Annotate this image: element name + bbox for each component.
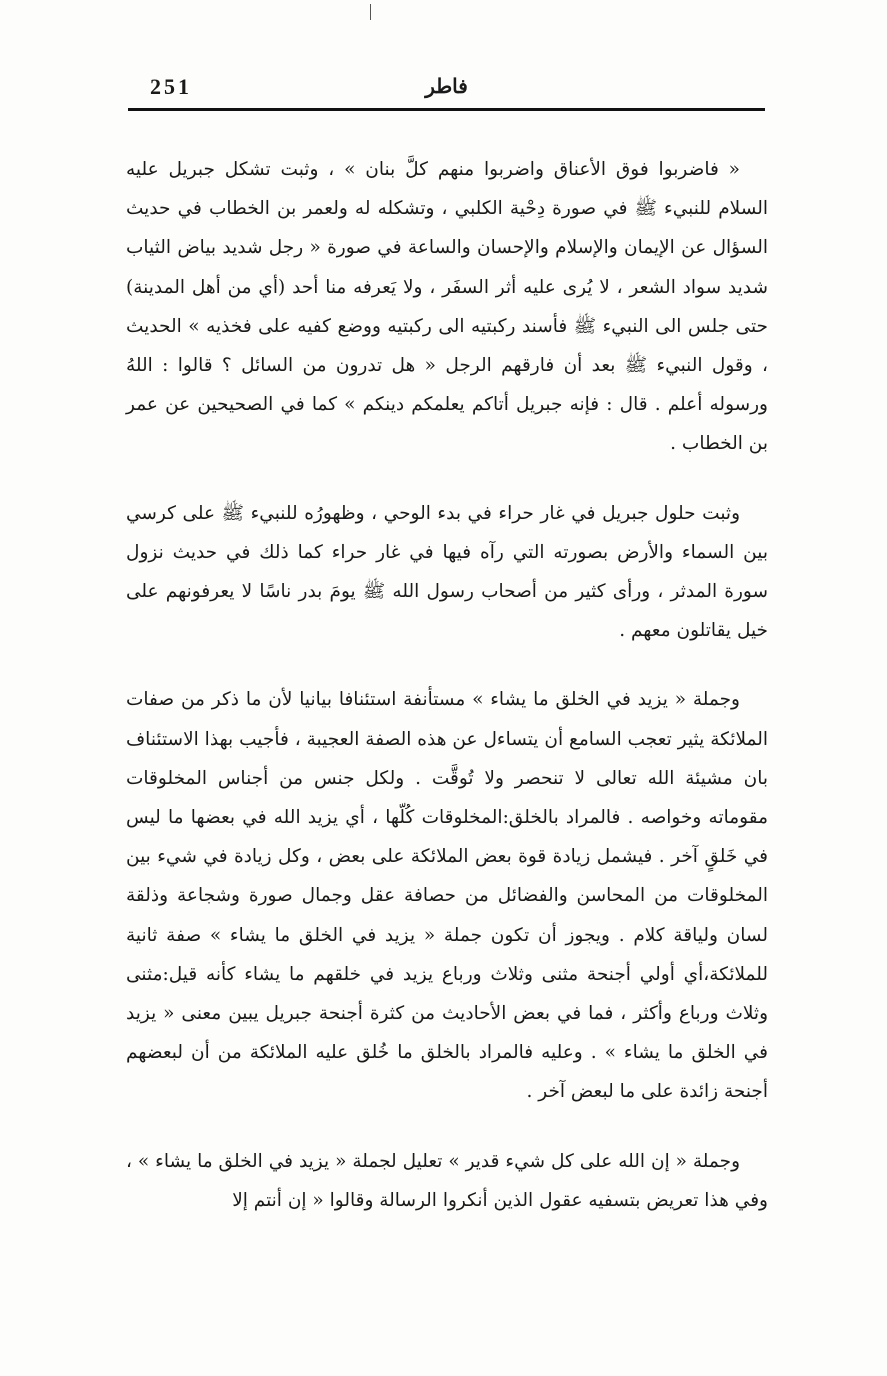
page-number: 251 [150,74,192,99]
running-title: فاطر [425,74,468,98]
scan-mark [370,4,371,20]
header-divider [128,108,765,111]
page-header [128,64,765,108]
paragraph-4: وجملة « إن الله على كل شيء قدير » تعليل لجملة « يزيد في الخلق ما يشاء » ، وفي هذا تعريض بتسفيه عقول الذين أنكروا الرسالة وقالوا « إن أنتم إلا [126,1150,768,1211]
paragraph-1: « فاضربوا فوق الأعناق واضربوا منهم كلَّ بنان » ، وثبت تشكل جبريل عليه السلام للنبيء ﷺ في صورة دِحْية الكلبي ، وتشكله له ولعمر بن الخطاب في حديث السؤال عن الإيمان والإسلام والإحسان والساعة في صورة « رجل شديد بياض الثياب شديد سواد الشعر ، لا يُرى عليه أثر السفَر ، ولا يَعرفه منا أحد (أي من أهل المدينة) حتى جلس الى النبيء ﷺ فأسند ركبتيه الى ركبتيه ووضع كفيه على فخذيه » الحديث ، وقول النبيء ﷺ بعد أن فارقهم الرجل « هل تدرون من السائل ؟ قالوا : اللهُ ورسوله أعلم . قال : فإنه جبريل أتاكم يعلمكم دينكم » كما في الصحيحين عن عمر بن الخطاب . [126,159,768,455]
paragraph-3: وجملة « يزيد في الخلق ما يشاء » مستأنفة استئنافا بيانيا لأن ما ذكر من صفات الملائكة يثير تعجب السامع أن يتساءل عن هذه الصفة العجيبة ، فأجيب بهذا الاستئناف بان مشيئة الله تعالى لا تنحصر ولا تُوقَّت . ولكل جنس من أجناس المخلوقات مقوماته وخواصه . فالمراد بالخلق:المخلوقات كُلّها ، أي يزيد الله في بعضها ما ليس في خَلقٍ آخر . فيشمل زيادة قوة بعض الملائكة على بعض ، وكل زيادة في شيء بين المخلوقات من المحاسن والفضائل من حصافة عقل وجمال صورة وشجاعة وذلقة لسان ولياقة كلام . ويجوز أن تكون جملة « يزيد في الخلق ما يشاء » صفة ثانية للملائكة،أي أولي أجنحة مثنى وثلاث ورباع يزيد في خلقهم ما يشاء كأنه قيل:مثنى وثلاث ورباع وأكثر ، فما في بعض الأحاديث من كثرة أجنحة جبريل يبين معنى « يزيد في الخلق ما يشاء » . وعليه فالمراد بالخلق ما خُلق عليه الملائكة من أن لبعضهم أجنحة زائدة على ما لبعض آخر . [126,689,768,1103]
paragraph-2: وثبت حلول جبريل في غار حراء في بدء الوحي ، وظهورُه للنبيء ﷺ على كرسي بين السماء والأرض بصورته التي رآه فيها في غار حراء كما ذلك في حديث نزول سورة المدثر ، ورأى كثير من أصحاب رسول الله ﷺ يومَ بدر ناسًا لا يعرفونهم على خيل يقاتلون معهم . [126,502,768,642]
page-body [126,150,768,1220]
